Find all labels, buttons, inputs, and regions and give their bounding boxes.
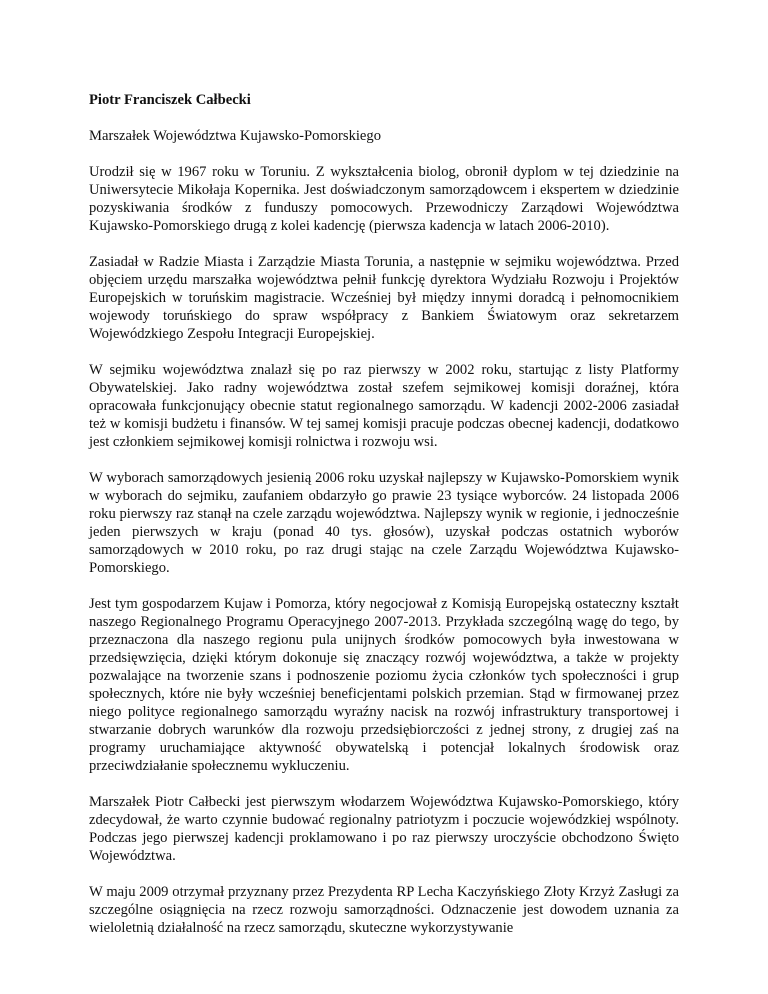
paragraph-career: Zasiadał w Radzie Miasta i Zarządzie Miasta Torunia, a następnie w sejmiku województwa. Przed objęciem urzędu marszałka województwa pełnił funkcję dyrektora Wydziału Rozwoju i Projektów Europejskich w toruńskim magistracie. Wcześniej był między innymi doradcą i pełnomocnikiem wojewody toruńskiego do spraw współpracy z Bankiem Światowym oraz sekretarzem Wojewódzkiego Zespołu Integracji Europejskiej. — [89, 254, 679, 342]
paragraph-regional-patriotism: Marszałek Piotr Całbecki jest pierwszym włodarzem Województwa Kujawsko-Pomorskiego, który zdecydował, że warto czynnie budować regionalny patriotyzm i poczucie wojewódzkiej wspólnoty. Podczas jego pierwszej kadencji proklamowano i po raz pierwszy uroczyście obchodzono Święto Województwa. — [89, 794, 679, 864]
paragraph-award: W maju 2009 otrzymał przyznany przez Prezydenta RP Lecha Kaczyńskiego Złoty Krzyż Zasługi za szczególne osiągnięcia na rzecz rozwoju samorządności. Odznaczenie jest dowodem uznania za wieloletnią działalność na rzecz samorządu, skuteczne wykorzystywanie — [89, 884, 679, 936]
document-page — [89, 91, 679, 937]
document-subtitle: Marszałek Województwa Kujawsko-Pomorskiego — [89, 128, 381, 144]
document-title: Piotr Franciszek Całbecki — [89, 92, 251, 108]
paragraph-birth-education: Urodził się w 1967 roku w Toruniu. Z wykształcenia biolog, obronił dyplom w tej dziedzinie na Uniwersytecie Mikołaja Kopernika. Jest doświadczonym samorządowcem i ekspertem w dziedzinie pozyskiwania środków z funduszy pomocowych. Przewodniczy Zarządowi Województwa Kujawsko-Pomorskiego drugą z kolei kadencję (pierwsza kadencja w latach 2006-2010). — [89, 164, 679, 234]
paragraph-regional-program: Jest tym gospodarzem Kujaw i Pomorza, który negocjował z Komisją Europejską ostateczny kształt naszego Regionalnego Programu Operacyjnego 2007-2013. Przykłada szczególną wagę do tego, by przeznaczona dla naszego regionu pula unijnych środków pomocowych była inwestowana w przedsięwzięcia, dzięki którym dokonuje się znaczący rozwój województwa, a także w projekty pozwalające na tworzenie szans i podnoszenie poziomu życia członków tych społeczności i grup społecznych, które nie były wcześniej beneficjentami polskich przemian. Stąd w firmowanej przez niego polityce regionalnego samorządu wyraźny nacisk na rozwój infrastruktury transportowej i stwarzanie dobrych warunków dla rozwoju przedsiębiorczości z jednej strony, z drugiej zaś na programy uruchamiające aktywność obywatelską i potencjał lokalnych środowisk oraz przeciwdziałanie społecznemu wykluczeniu. — [89, 596, 679, 774]
paragraph-sejmik: W sejmiku województwa znalazł się po raz pierwszy w 2002 roku, startując z listy Platformy Obywatelskiej. Jako radny województwa został szefem sejmikowej komisji doraźnej, która opracowała funkcjonujący obecnie statut regionalnego samorządu. W kadencji 2002-2006 zasiadał też w komisji budżetu i finansów. W tej samej komisji pracuje podczas obecnej kadencji, dodatkowo jest członkiem sejmikowej komisji rolnictwa i rozwoju wsi. — [89, 362, 679, 450]
paragraph-elections: W wyborach samorządowych jesienią 2006 roku uzyskał najlepszy w Kujawsko-Pomorskiem wynik w wyborach do sejmiku, zaufaniem obdarzyło go prawie 23 tysiące wyborców. 24 listopada 2006 roku pierwszy raz stanął na czele zarządu województwa. Najlepszy wynik w regionie, i jednocześnie jeden pierwszych w kraju (ponad 40 tys. głosów), uzyskał podczas ostatnich wyborów samorządowych w 2010 roku, po raz drugi stając na czele Zarządu Województwa Kujawsko-Pomorskiego. — [89, 470, 679, 576]
